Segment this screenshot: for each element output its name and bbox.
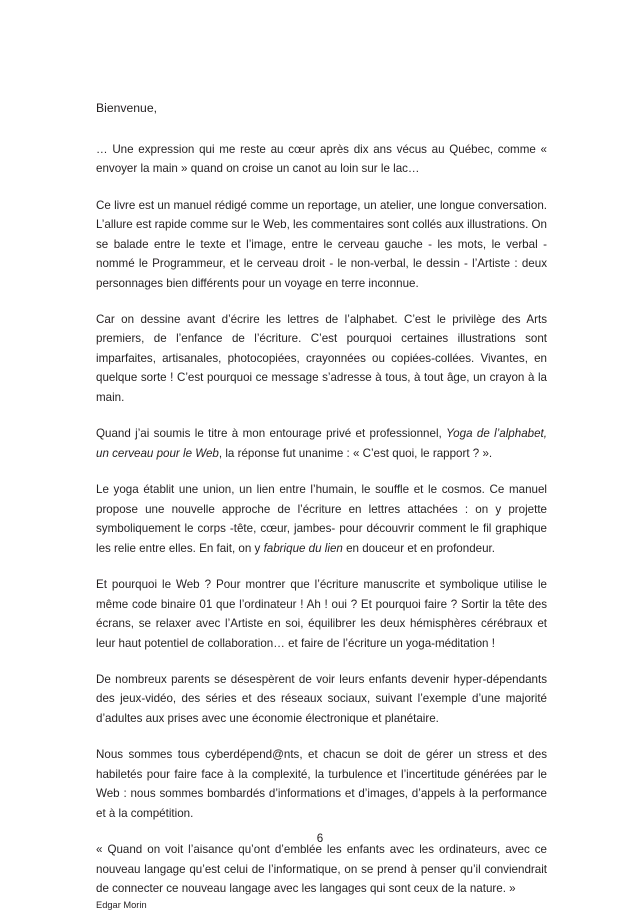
page-content: [96, 100, 547, 913]
page-number: 6: [316, 832, 324, 845]
italic-run: fabrique du lien: [263, 541, 343, 555]
page-title: Bienvenue,: [96, 101, 157, 115]
paragraph-titre-entourage: Quand j’ai soumis le titre à mon entourage privé et professionnel, Yoga de l’alphabet, un cerveau pour le Web, la réponse fut unanime : « C’est quoi, le rapport ? ».: [96, 427, 547, 460]
paragraph-dessin-alphabet: Car on dessine avant d’écrire les lettres de l’alphabet. C’est le privilège des Arts premiers, de l’enfance de l’écriture. C’est pourquoi certaines illustrations sont imparfaites, artisanales, photocopiées, crayonnées ou copiées-collées. Vivantes, en quelque sorte ! C’est pourquoi ce message s’adresse à tous, à tout âge, un crayon à la main.: [96, 312, 547, 404]
italic-run: Yoga de l’alphabet, un cerveau pour le Web: [96, 427, 547, 460]
paragraph-intro-quebec: … Une expression qui me reste au cœur après dix ans vécus au Québec, comme « envoyer la main » quand on croise un canot au loin sur le lac…: [96, 142, 547, 176]
paragraph-manuel-reportage: Ce livre est un manuel rédigé comme un reportage, un atelier, une longue conversation. L’allure est rapide comme sur le Web, les commentaires sont collés aux illustrations. On se balade entre le texte et l’image, entre le cerveau gauche - les mots, le verbal - nommé le Programmeur, et le cerveau droit - le non-verbal, le dessin - l’Artiste : deux personnages bien différents pour un voyage en terre inconnue.: [96, 198, 547, 290]
paragraph-cyberdependants: Nous sommes tous cyberdépend@nts, et chacun se doit de gérer un stress et des habiletés pour faire face à la complexité, la turbulence et l’incertitude générées par le Web : nous sommes bombardés d’informations et d’images, d’appels à la performance et à la compétition.: [96, 748, 547, 820]
paragraph-container: [96, 140, 547, 899]
paragraph-pourquoi-le-web: Et pourquoi le Web ? Pour montrer que l’écriture manuscrite et symbolique utilise le même code binaire 01 que l’ordinateur ! Ah ! oui ? Et pourquoi faire ? Sortir la tête des écrans, se relaxer avec l’Artiste en soi, équilibrer les deux hémisphères cérébraux et leur haut potentiel de collaboration… et faire de l’écriture un yoga-méditation !: [96, 578, 547, 650]
paragraph-parents-desesperent: De nombreux parents se désespèrent de voir leurs enfants devenir hyper-dépendants des jeux-vidéo, des séries et des réseaux sociaux, suivant l’exemple d’une majorité d’adultes aux prises avec une économie électronique et planétaire.: [96, 673, 547, 725]
paragraph-yoga-union: Le yoga établit une union, un lien entre l’humain, le souffle et le cosmos. Ce manuel propose une nouvelle approche de l’écriture en lettres attachées : on y projette symboliquement le corps -tête, cœur, jambes- pour découvrir comment le fil graphique les relie entre elles. En fait, on y fabrique du lien en douceur et en profondeur.: [96, 483, 547, 555]
quote-attribution: Edgar Morin: [96, 899, 147, 910]
paragraph-citation-morin: « Quand on voit l’aisance qu’ont d’emblée les enfants avec les ordinateurs, avec ce nouveau langage qu’est celui de l’informatique, on se prend à penser qu’il conviendrait de connecter ce nouveau langage avec les langages qui sont ceux de la nature. »: [96, 843, 547, 896]
